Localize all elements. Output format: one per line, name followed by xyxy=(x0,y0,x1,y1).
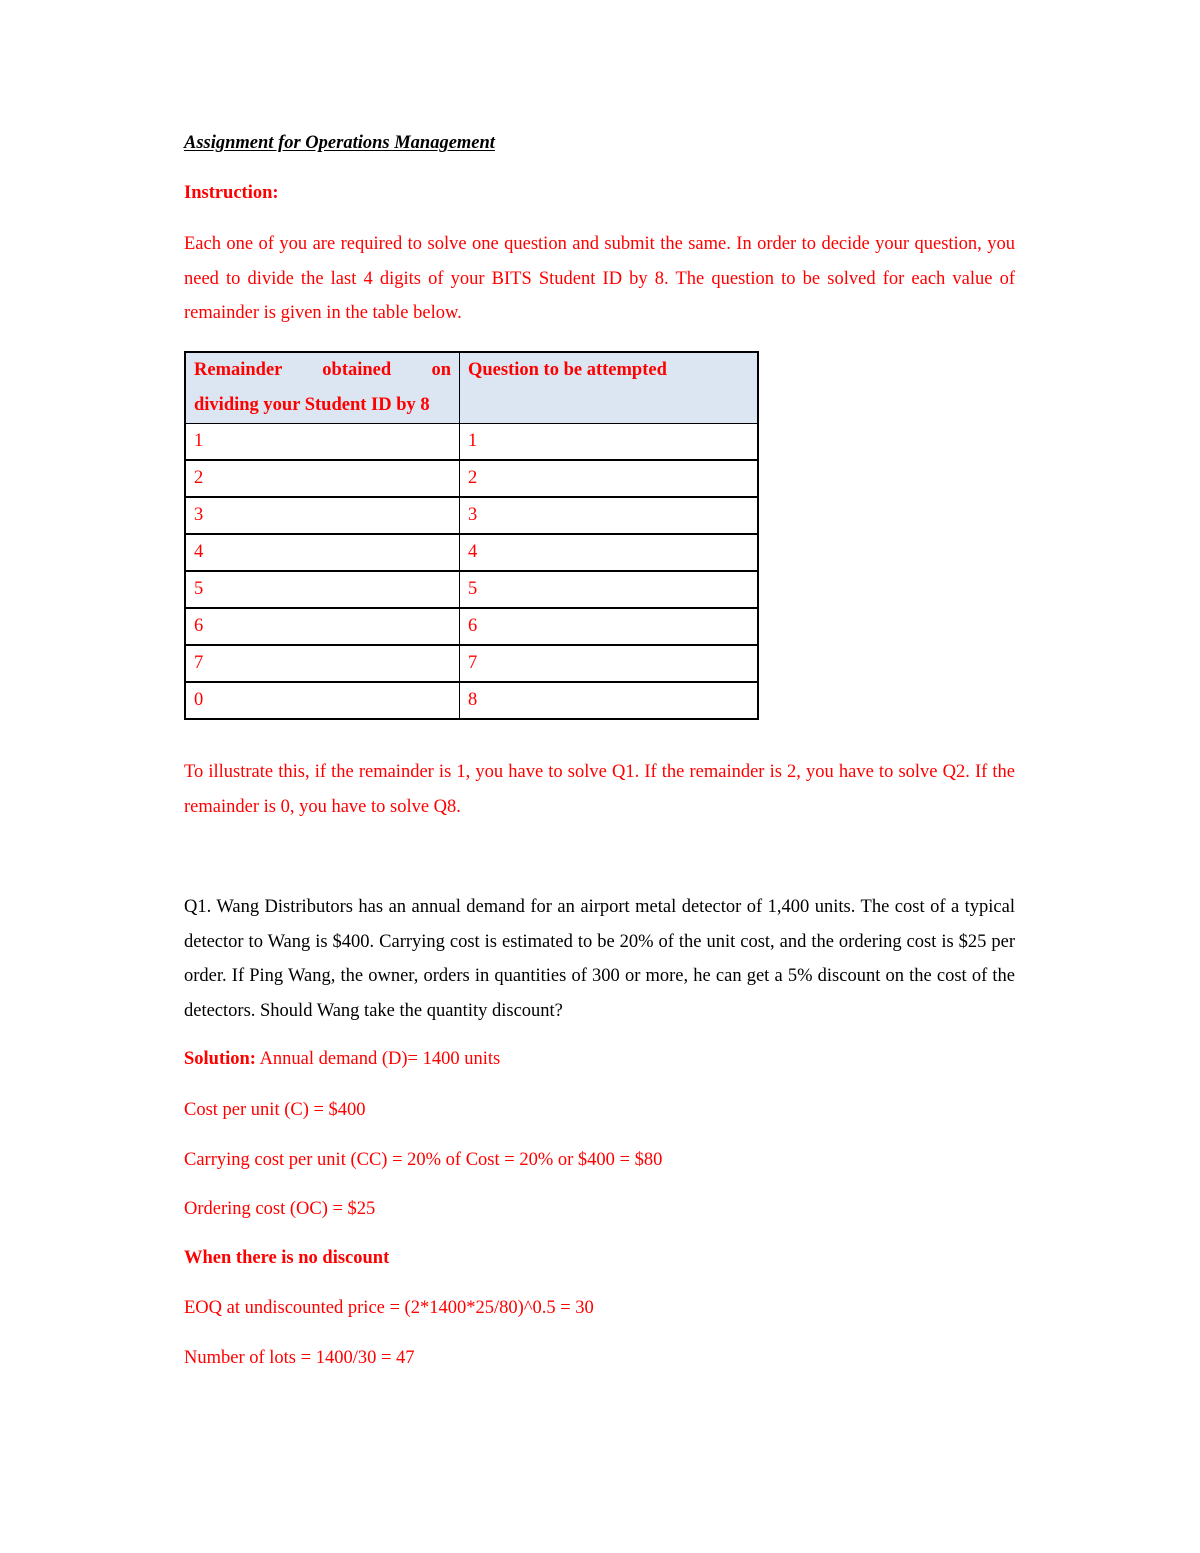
table-header-row xyxy=(185,352,758,424)
remainder-cell: 3 xyxy=(185,497,460,534)
solution-line xyxy=(184,1049,500,1070)
eoq-line: EOQ at undiscounted price = (2*1400*25/80)^0.5 = 30 xyxy=(184,1298,594,1318)
remainder-cell: 6 xyxy=(185,608,460,645)
header-remainder-line2: dividing your Student ID by 8 xyxy=(194,395,430,415)
cost-per-unit-line: Cost per unit (C) = $400 xyxy=(184,1100,366,1120)
table-row xyxy=(185,424,758,461)
question-cell: 3 xyxy=(460,497,759,534)
remainder-cell: 2 xyxy=(185,460,460,497)
carrying-cost-line: Carrying cost per unit (CC) = 20% of Cost = 20% or $400 = $80 xyxy=(184,1150,663,1170)
remainder-cell: 7 xyxy=(185,645,460,682)
instruction-paragraph: Each one of you are required to solve one question and submit the same. In order to decide your question, you need to divide the last 4 digits of your BITS Student ID by 8. The question to be solved for each value of remainder is given in the table below. xyxy=(184,234,1015,323)
annual-demand-text: Annual demand (D)= 1400 units xyxy=(255,1049,501,1069)
header-remainder xyxy=(185,352,460,424)
table-row xyxy=(185,534,758,571)
document-title: Assignment for Operations Management xyxy=(184,133,495,153)
question-cell: 5 xyxy=(460,571,759,608)
question-cell: 2 xyxy=(460,460,759,497)
remainder-cell: 1 xyxy=(185,424,460,461)
header-remainder-line1: Remainder obtained on xyxy=(194,360,451,380)
ordering-cost-line: Ordering cost (OC) = $25 xyxy=(184,1199,376,1219)
table-row xyxy=(185,608,758,645)
table-row xyxy=(185,682,758,719)
table-row xyxy=(185,645,758,682)
remainder-cell: 0 xyxy=(185,682,460,719)
question-assignment-table xyxy=(184,351,759,720)
question-cell: 4 xyxy=(460,534,759,571)
table-row xyxy=(185,571,758,608)
header-question: Question to be attempted xyxy=(460,352,759,424)
question-1-paragraph: Q1. Wang Distributors has an annual demand for an airport metal detector of 1,400 units. The cost of a typical detector to Wang is $400. Carrying cost is estimated to be 20% of the unit cost, and the ordering cost is $25 per order. If Ping Wang, the owner, orders in quantities of 300 or more, he can get a 5% discount on the cost of the detectors. Should Wang take the quantity discount? xyxy=(184,897,1015,1021)
number-of-lots-line: Number of lots = 1400/30 = 47 xyxy=(184,1348,415,1368)
remainder-cell: 5 xyxy=(185,571,460,608)
question-cell: 8 xyxy=(460,682,759,719)
table-row xyxy=(185,460,758,497)
no-discount-heading: When there is no discount xyxy=(184,1248,390,1268)
remainder-cell: 4 xyxy=(185,534,460,571)
illustration-paragraph: To illustrate this, if the remainder is 1, you have to solve Q1. If the remainder is 2, you have to solve Q2. If the remainder is 0, you have to solve Q8. xyxy=(184,762,1015,817)
question-cell: 1 xyxy=(460,424,759,461)
question-cell: 6 xyxy=(460,608,759,645)
question-cell: 7 xyxy=(460,645,759,682)
table-row xyxy=(185,497,758,534)
solution-label: Solution: xyxy=(184,1049,256,1069)
instruction-label: Instruction: xyxy=(184,183,279,203)
